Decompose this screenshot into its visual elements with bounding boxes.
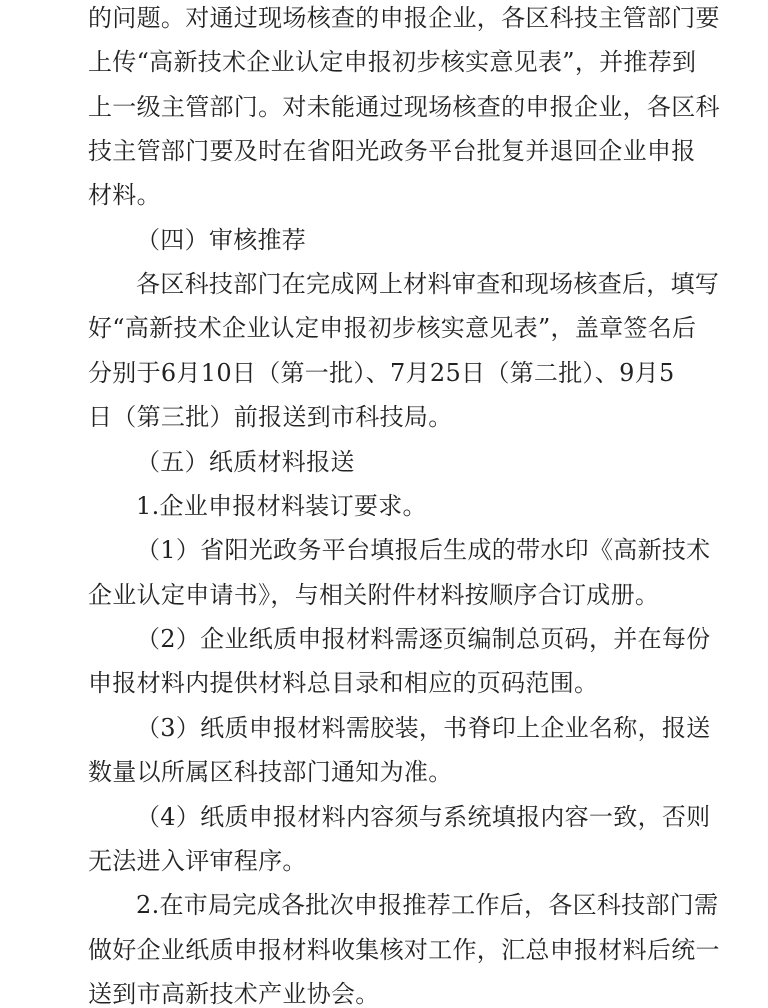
text-line: （3）纸质申报材料需胶装，书脊印上企业名称，报送 — [136, 714, 711, 742]
text-line: 送到市高新技术产业协会。 — [88, 980, 380, 1008]
text-line: 申报材料内提供材料总目录和相应的页码范围。 — [88, 669, 599, 697]
section-heading: （四）审核推荐 — [136, 226, 307, 254]
text-line: 好“高新技术企业认定申报初步核实意见表”，盖章签名后 — [88, 314, 697, 342]
text-line: 上一级主管部门。对未能通过现场核查的申报企业，各区科 — [88, 93, 720, 121]
section-heading: （五）纸质材料报送 — [136, 448, 355, 476]
text-line: 2.在市局完成各批次申报推荐工作后，各区科技部门需 — [136, 891, 719, 919]
text-line: 技主管部门要及时在省阳光政务平台批复并退回企业申报 — [88, 137, 696, 165]
text-line: 企业认定申请书》，与相关附件材料按顺序合订成册。 — [88, 581, 660, 609]
text-line: 数量以所属区科技部门通知为准。 — [88, 758, 453, 786]
text-line: 各区科技部门在完成网上材料审查和现场核查后，填写 — [136, 270, 720, 298]
text-line: （2）企业纸质申报材料需逐页编制总页码，并在每份 — [136, 625, 711, 653]
text-line: 的问题。对通过现场核查的申报企业，各区科技主管部门要 — [88, 4, 720, 32]
text-line: （1）省阳光政务平台填报后生成的带水印《高新技术 — [136, 536, 711, 564]
text-line: 材料。 — [88, 181, 161, 209]
text-line: 无法进入评审程序。 — [88, 847, 307, 875]
text-line: （4）纸质申报材料内容须与系统填报内容一致，否则 — [136, 803, 711, 831]
text-line: 上传“高新技术企业认定申报初步核实意见表”，并推荐到 — [88, 48, 697, 76]
text-line: 做好企业纸质申报材料收集核对工作，汇总申报材料后统一 — [88, 936, 720, 964]
text-line: 1.企业申报材料装订要求。 — [136, 492, 427, 520]
text-line: 分别于6月10日（第一批）、7月25日（第二批）、9月5 — [88, 359, 675, 387]
text-line: 日（第三批）前报送到市科技局。 — [88, 403, 453, 431]
